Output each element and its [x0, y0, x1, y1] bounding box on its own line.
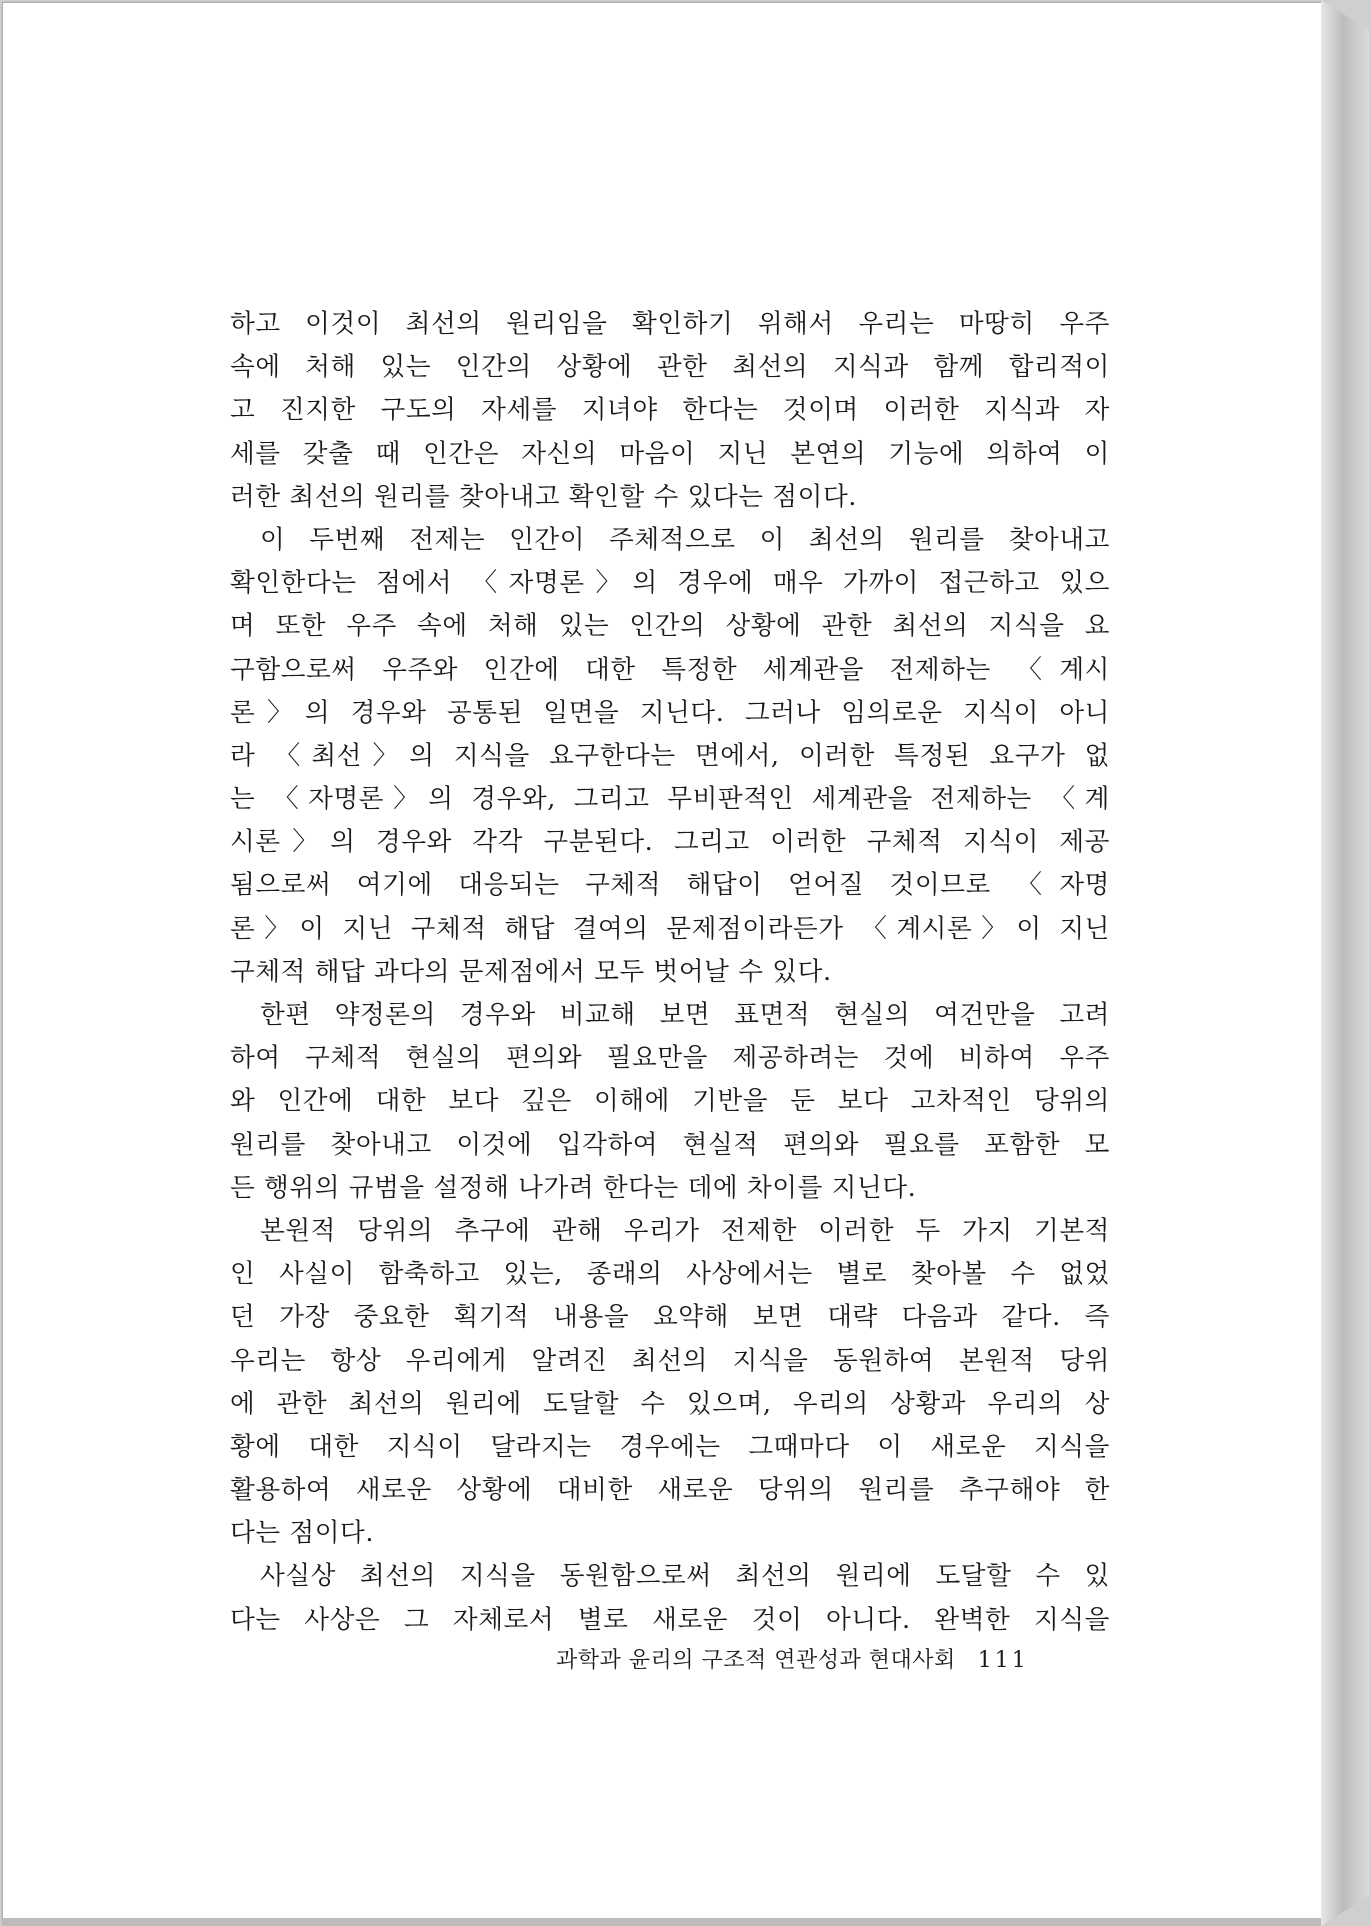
text-line: 론〉이 지닌 구체적 해답 결여의 문제점이라든가 〈계시론〉이 지닌	[230, 913, 1110, 944]
text-line: 론〉의 경우와 공통된 일면을 지닌다. 그러나 임의로운 지식이 아니	[230, 697, 1110, 728]
text-line: 됨으로써 여기에 대응되는 구체적 해답이 얻어질 것이므로 〈자명	[230, 870, 1110, 901]
text-line: 활용하여 새로운 상황에 대비한 새로운 당위의 원리를 추구해야 한	[230, 1475, 1110, 1506]
text-line: 원리를 찾아내고 이것에 입각하여 현실적 편의와 필요를 포함한 모	[230, 1129, 1110, 1160]
text-line: 라 〈최선〉의 지식을 요구한다는 면에서, 이러한 특정된 요구가 없	[230, 740, 1110, 771]
text-line: 러한 최선의 원리를 찾아내고 확인할 수 있다는 점이다.	[230, 481, 858, 512]
text-line: 구함으로써 우주와 인간에 대한 특정한 세계관을 전제하는 〈계시	[230, 654, 1110, 685]
text-line: 사실상 최선의 지식을 동원함으로써 최선의 원리에 도달할 수 있	[260, 1561, 1110, 1592]
text-line: 한편 약정론의 경우와 비교해 보면 표면적 현실의 여건만을 고려	[260, 1000, 1110, 1030]
text-line: 시론〉의 경우와 각각 구분된다. 그리고 이러한 구체적 지식이 제공	[230, 827, 1110, 858]
text-line: 본원적 당위의 추구에 관해 우리가 전제한 이러한 두 가지 기본적	[260, 1215, 1110, 1246]
text-line: 이 두번째 전제는 인간이 주체적으로 이 최선의 원리를 찾아내고	[260, 524, 1110, 555]
running-title: 과학과 윤리의 구조적 연관성과 현대사회	[556, 1648, 956, 1673]
text-line: 든 행위의 규범을 설정해 나가려 한다는 데에 차이를 지닌다.	[230, 1172, 917, 1203]
text-line: 하여 구체적 현실의 편의와 필요만을 제공하려는 것에 비하여 우주	[230, 1043, 1110, 1074]
text-line: 에 관한 최선의 원리에 도달할 수 있으며, 우리의 상황과 우리의 상	[230, 1388, 1110, 1419]
text-line: 확인한다는 점에서 〈자명론〉의 경우에 매우 가까이 접근하고 있으	[230, 568, 1110, 599]
text-line: 는 〈자명론〉의 경우와, 그리고 무비판적인 세계관을 전제하는 〈계	[230, 784, 1110, 815]
text-line: 며 또한 우주 속에 처해 있는 인간의 상황에 관한 최선의 지식을 요	[230, 611, 1110, 642]
text-line: 다는 사상은 그 자체로서 별로 새로운 것이 아니다. 완벽한 지식을	[230, 1604, 1110, 1635]
running-footer	[556, 1643, 1076, 1674]
page-edge	[1321, 0, 1369, 1926]
text-line: 속에 처해 있는 인간의 상황에 관한 최선의 지식과 함께 합리적이	[230, 352, 1110, 383]
text-line: 와 인간에 대한 보다 깊은 이해에 기반을 둔 보다 고차적인 당위의	[230, 1086, 1110, 1117]
text-line: 다는 점이다.	[230, 1518, 375, 1549]
text-line: 구체적 해답 과다의 문제점에서 모두 벗어날 수 있다.	[230, 956, 832, 987]
text-line: 황에 대한 지식이 달라지는 경우에는 그때마다 이 새로운 지식을	[230, 1431, 1110, 1462]
text-line: 인 사실이 함축하고 있는, 종래의 사상에서는 별로 찾아볼 수 없었	[230, 1259, 1110, 1290]
page-number: 111	[977, 1648, 1029, 1673]
text-line: 세를 갖출 때 인간은 자신의 마음이 지닌 본연의 기능에 의하여 이	[230, 438, 1110, 469]
text-line: 고 진지한 구도의 자세를 지녀야 한다는 것이며 이러한 지식과 자	[230, 395, 1110, 426]
body-text	[230, 303, 1110, 1642]
page-edge-bottom	[2, 1918, 1321, 1926]
text-line: 하고 이것이 최선의 원리임을 확인하기 위해서 우리는 마땅히 우주	[230, 309, 1110, 339]
text-line: 우리는 항상 우리에게 알려진 최선의 지식을 동원하여 본원적 당위	[230, 1345, 1110, 1376]
text-line: 던 가장 중요한 획기적 내용을 요약해 보면 대략 다음과 같다. 즉	[230, 1302, 1110, 1333]
